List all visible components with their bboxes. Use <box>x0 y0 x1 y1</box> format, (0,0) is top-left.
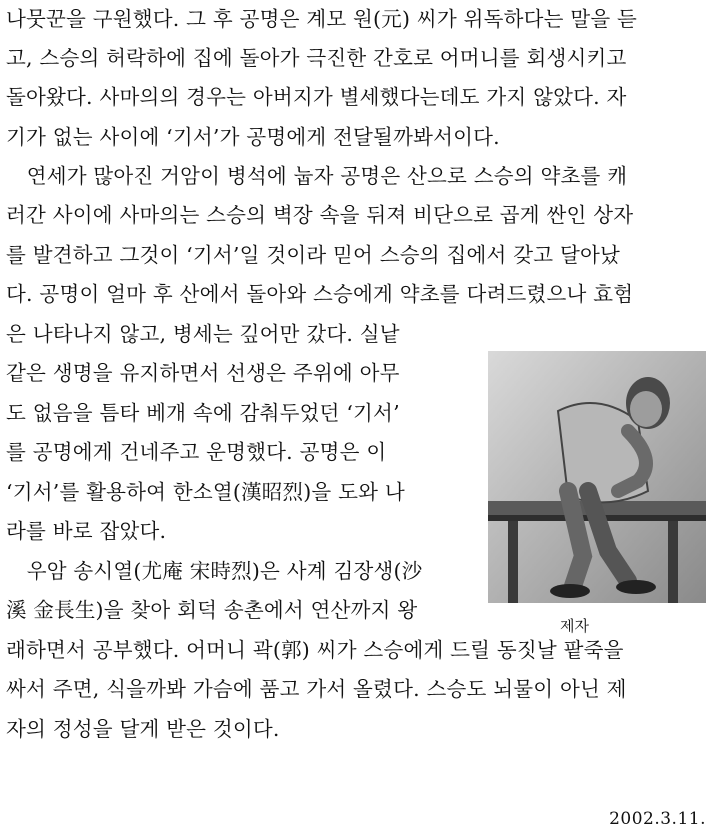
body-line: 자의 정성을 달게 받은 것이다. <box>6 717 280 741</box>
body-line: ‘기서’를 활용하여 한소열(漢昭烈)을 도와 나 <box>6 480 405 504</box>
body-line: 래하면서 공부했다. 어머니 곽(郭) 씨가 스승에게 드릴 동짓날 팥죽을 <box>6 638 624 662</box>
body-line: 도 없음을 틈타 베개 속에 감춰두었던 ‘기서’ <box>6 401 400 425</box>
body-line: 라를 바로 잡았다. <box>6 519 167 543</box>
body-line: 러간 사이에 사마의는 스승의 벽장 속을 뒤져 비단으로 곱게 싼인 상자 <box>6 203 634 227</box>
photo-student-kneeling-icon <box>488 351 706 603</box>
body-line: 우암 송시열(尤庵 宋時烈)은 사계 김장생(沙 <box>6 559 423 583</box>
photo-caption: 제자 <box>560 617 589 635</box>
body-line: 같은 생명을 유지하면서 선생은 주위에 아무 <box>6 361 400 385</box>
document-date: 2002.3.11. <box>609 809 706 829</box>
body-line: 를 발견하고 그것이 ‘기서’일 것이라 믿어 스승의 집에서 갖고 달아났 <box>6 243 620 267</box>
body-line: 나뭇꾼을 구원했다. 그 후 공명은 계모 원(元) 씨가 위독하다는 말을 듣 <box>6 7 638 31</box>
body-line: 기가 없는 사이에 ‘기서’가 공명에게 전달될까봐서이다. <box>6 125 500 149</box>
body-line: 연세가 많아진 거암이 병석에 눕자 공명은 산으로 스승의 약초를 캐 <box>6 164 628 188</box>
body-line: 싸서 주면, 식을까봐 가슴에 품고 가서 올렸다. 스승도 뇌물이 아닌 제 <box>6 677 627 701</box>
body-line: 를 공명에게 건네주고 운명했다. 공명은 이 <box>6 440 387 464</box>
body-line: 다. 공명이 얼마 후 산에서 돌아와 스승에게 약초를 다려드렸으나 효험 <box>6 282 634 306</box>
student-photo <box>488 351 706 603</box>
body-line: 溪 金長生)을 찾아 회덕 송촌에서 연산까지 왕 <box>6 598 418 622</box>
body-line: 돌아왔다. 사마의의 경우는 아버지가 별세했다는데도 가지 않았다. 자 <box>6 85 627 109</box>
body-line: 고, 스승의 허락하에 집에 돌아가 극진한 간호로 어머니를 회생시키고 <box>6 46 627 70</box>
body-line: 은 나타나지 않고, 병세는 깊어만 갔다. 실낱 <box>6 322 400 346</box>
